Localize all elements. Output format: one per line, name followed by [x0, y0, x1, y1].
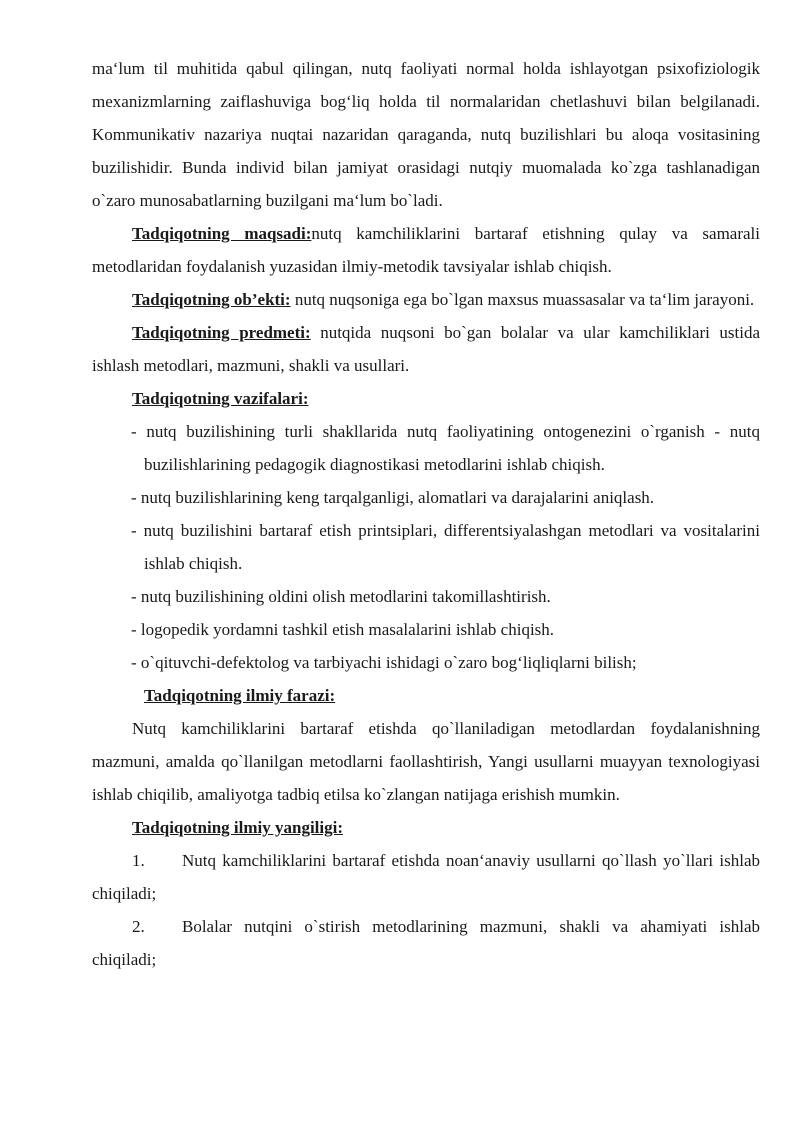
yangilik-number: 2.: [132, 917, 145, 936]
maqsad-label: Tadqiqotning maqsadi:: [132, 224, 312, 243]
vazifa-item: - nutq buzilishlarining keng tarqalganligi, alomatlari va darajalarini aniqlash.: [131, 488, 655, 507]
obekt-text: nutq nuqsoniga ega bo`lgan maxsus muassasalar va ta‘lim jarayoni.: [290, 290, 755, 309]
farazi-paragraph: Nutq kamchiliklarini bartaraf etishda qo`llaniladigan metodlardan foydalanishning mazmuni, amalda qo`llanilgan metodlarni faollashtirish, Yangi usullarni muayyan texnologiyasi ishlab chiqilib, amaliyotga tadbiq etilsa ko`zlangan natijaga erishish mumkin.: [92, 719, 760, 804]
vazifa-item: - o`qituvchi-defektolog va tarbiyachi ishidagi o`zaro bog‘liqliqlarni bilish;: [131, 653, 637, 672]
document-page: [92, 52, 760, 976]
obekt-label: Tadqiqotning ob’ekti:: [132, 290, 291, 309]
vazifa-item: - nutq buzilishining turli shakllarida nutq faoliyatining ontogenezini o`rganish - nutq buzilishlarining pedagogik diagnostikasi metodlarini ishlab chiqish.: [131, 422, 760, 474]
vazifa-item: - logopedik yordamni tashkil etish masalalarini ishlab chiqish.: [131, 620, 555, 639]
predmet-text: nutqida nuqsoni bo`gan bolalar va ular kamchiliklari ustida ishlash metodlari, mazmuni, shakli va usullari.: [92, 323, 760, 375]
vazifa-item: - nutq buzilishini bartaraf etish printsiplari, differentsiyalashgan metodlari va vositalarini ishlab chiqish.: [131, 521, 760, 573]
yangilik-item: [92, 844, 760, 910]
obekt-paragraph: [92, 283, 760, 316]
maqsad-paragraph: [92, 217, 760, 283]
maqsad-text: nutq kamchiliklarini bartaraf etishning qulay va samarali metodlaridan foydalanish yuzasidan ilmiy-metodik tavsiyalar ishlab chiqish.: [92, 224, 760, 276]
predmet-paragraph: [92, 316, 760, 382]
predmet-label: Tadqiqotning predmeti:: [132, 323, 311, 342]
intro-paragraph: ma‘lum til muhitida qabul qilingan, nutq faoliyati normal holda ishlayotgan psixofiziologik mexanizmlarning zaiflashuviga bog‘liq holda til normalaridan chetlashuvi bilan belgilanadi. Kommunikativ nazariya nuqtai nazaridan qaraganda, nutq buzilishlari bu aloqa vositasining buzilishidir. Bunda individ bilan jamiyat orasidagi nutqiy muomalada ko`zga tashlanadigan o`zaro munosabatlarning buzilgani ma‘lum bo`ladi.: [92, 59, 760, 210]
vazifalar-heading: Tadqiqotning vazifalari:: [132, 389, 309, 408]
farazi-heading: Tadqiqotning ilmiy farazi:: [144, 686, 336, 705]
yangilik-number: 1.: [132, 851, 145, 870]
yangiligi-heading: Tadqiqotning ilmiy yangiligi:: [132, 818, 343, 837]
vazifa-item: - nutq buzilishining oldini olish metodlarini takomillashtirish.: [131, 587, 551, 606]
yangilik-text: Nutq kamchiliklarini bartaraf etishda noan‘anaviy usullarni qo`llash yo`llari ishlab chiqiladi;: [92, 851, 760, 903]
yangilik-item: [92, 910, 760, 976]
yangilik-text: Bolalar nutqini o`stirish metodlarining mazmuni, shakli va ahamiyati ishlab chiqiladi;: [92, 917, 760, 969]
